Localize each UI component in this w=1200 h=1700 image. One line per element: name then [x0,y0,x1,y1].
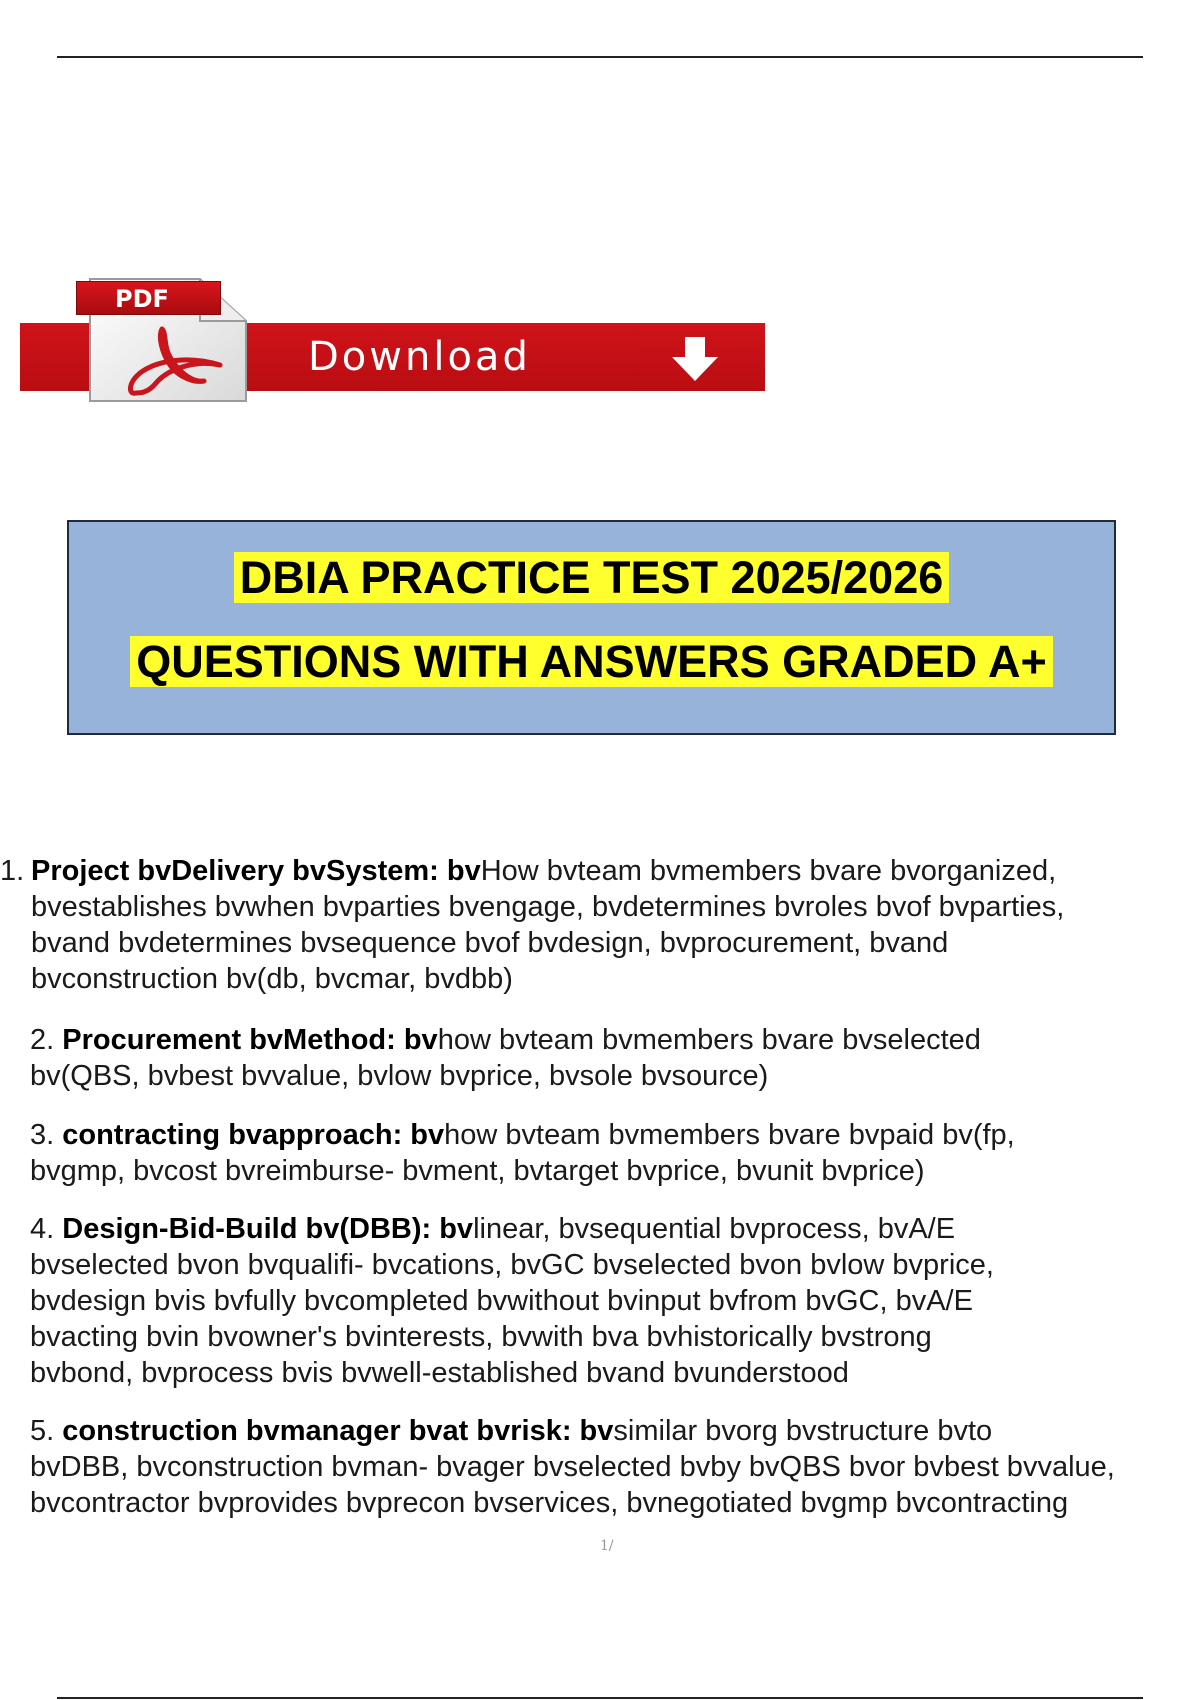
item-line: bvand bvdetermines bvsequence bvof bvdesign, bvprocurement, bvand [31,927,949,959]
item-line: bvacting bvin bvowner's bvinterests, bvwith bva bvhistorically bvstrong [30,1321,932,1353]
item-line: bv(QBS, bvbest bvvalue, bvlow bvprice, bvsole bvsource) [30,1060,769,1092]
title-box [67,520,1116,735]
item-term: contracting bvapproach: bv [62,1119,445,1151]
item-line: bvdesign bvis bvfully bvcompleted bvwithout bvinput bvfrom bvGC, bvA/E [30,1285,973,1317]
item-number: 3. [30,1119,55,1151]
item-term: construction bvmanager bvat bvrisk: bv [62,1415,614,1447]
item-line: bvgmp, bvcost bvreimburse- bvment, bvtarget bvprice, bvunit bvprice) [30,1155,925,1187]
item-line: bvDBB, bvconstruction bvman- bvager bvselected bvby bvQBS bvor bvbest bvvalue, [30,1451,1115,1483]
item-line [30,1211,1200,1247]
item-text: How bvteam bvmembers bvare bvorganized, [480,855,1057,887]
qa-item [30,1022,1200,1094]
title-line-1: DBIA PRACTICE TEST 2025/2026 [69,552,1114,604]
item-number: 4. [30,1213,55,1245]
top-rule [57,56,1143,58]
item-number: 2. [30,1024,55,1056]
download-arrow-icon [668,335,722,383]
item-line: bvestablishes bvwhen bvparties bvengage, bvdetermines bvroles bvof bvparties, [31,891,1065,923]
item-term: Project bvDelivery bvSystem: bv [31,855,481,887]
qa-item [30,1211,1200,1391]
item-term: Procurement bvMethod: bv [62,1024,438,1056]
item-text: how bvteam bvmembers bvare bvselected [437,1024,981,1056]
item-line: bvcontractor bvprovides bvprecon bvservices, bvnegotiated bvgmp bvcontracting [30,1487,1069,1519]
item-line [30,1413,1200,1449]
item-line [30,1022,1200,1058]
item-line [30,1117,1200,1153]
download-label: Download [308,334,531,380]
pdf-document-icon [70,275,248,405]
item-text: similar bvorg bvstructure bvto [613,1415,993,1447]
item-line: bvbond, bvprocess bvis bvwell-established bvand bvunderstood [30,1357,849,1389]
page-number: 1/ [600,1538,614,1554]
item-line: bvselected bvon bvqualifi- bvcations, bvGC bvselected bvon bvlow bvprice, [30,1249,994,1281]
qa-item [30,1413,1200,1521]
item-number: 5. [30,1415,55,1447]
pdf-download-banner[interactable] [20,275,765,405]
item-line [31,853,1170,889]
item-text: how bvteam bvmembers bvare bvpaid bv(fp, [444,1119,1015,1151]
qa-item [30,1117,1200,1189]
pdf-label: PDF [76,281,221,315]
item-number: 1. [0,855,25,887]
item-term: Design-Bid-Build bv(DBB): bv [62,1213,474,1245]
bottom-rule [57,1697,1143,1699]
item-line: bvconstruction bv(db, bvcmar, bvdbb) [31,963,513,995]
item-text: linear, bvsequential bvprocess, bvA/E [473,1213,956,1245]
title-line-2: QUESTIONS WITH ANSWERS GRADED A+ [69,636,1114,688]
qa-item [0,853,1170,997]
